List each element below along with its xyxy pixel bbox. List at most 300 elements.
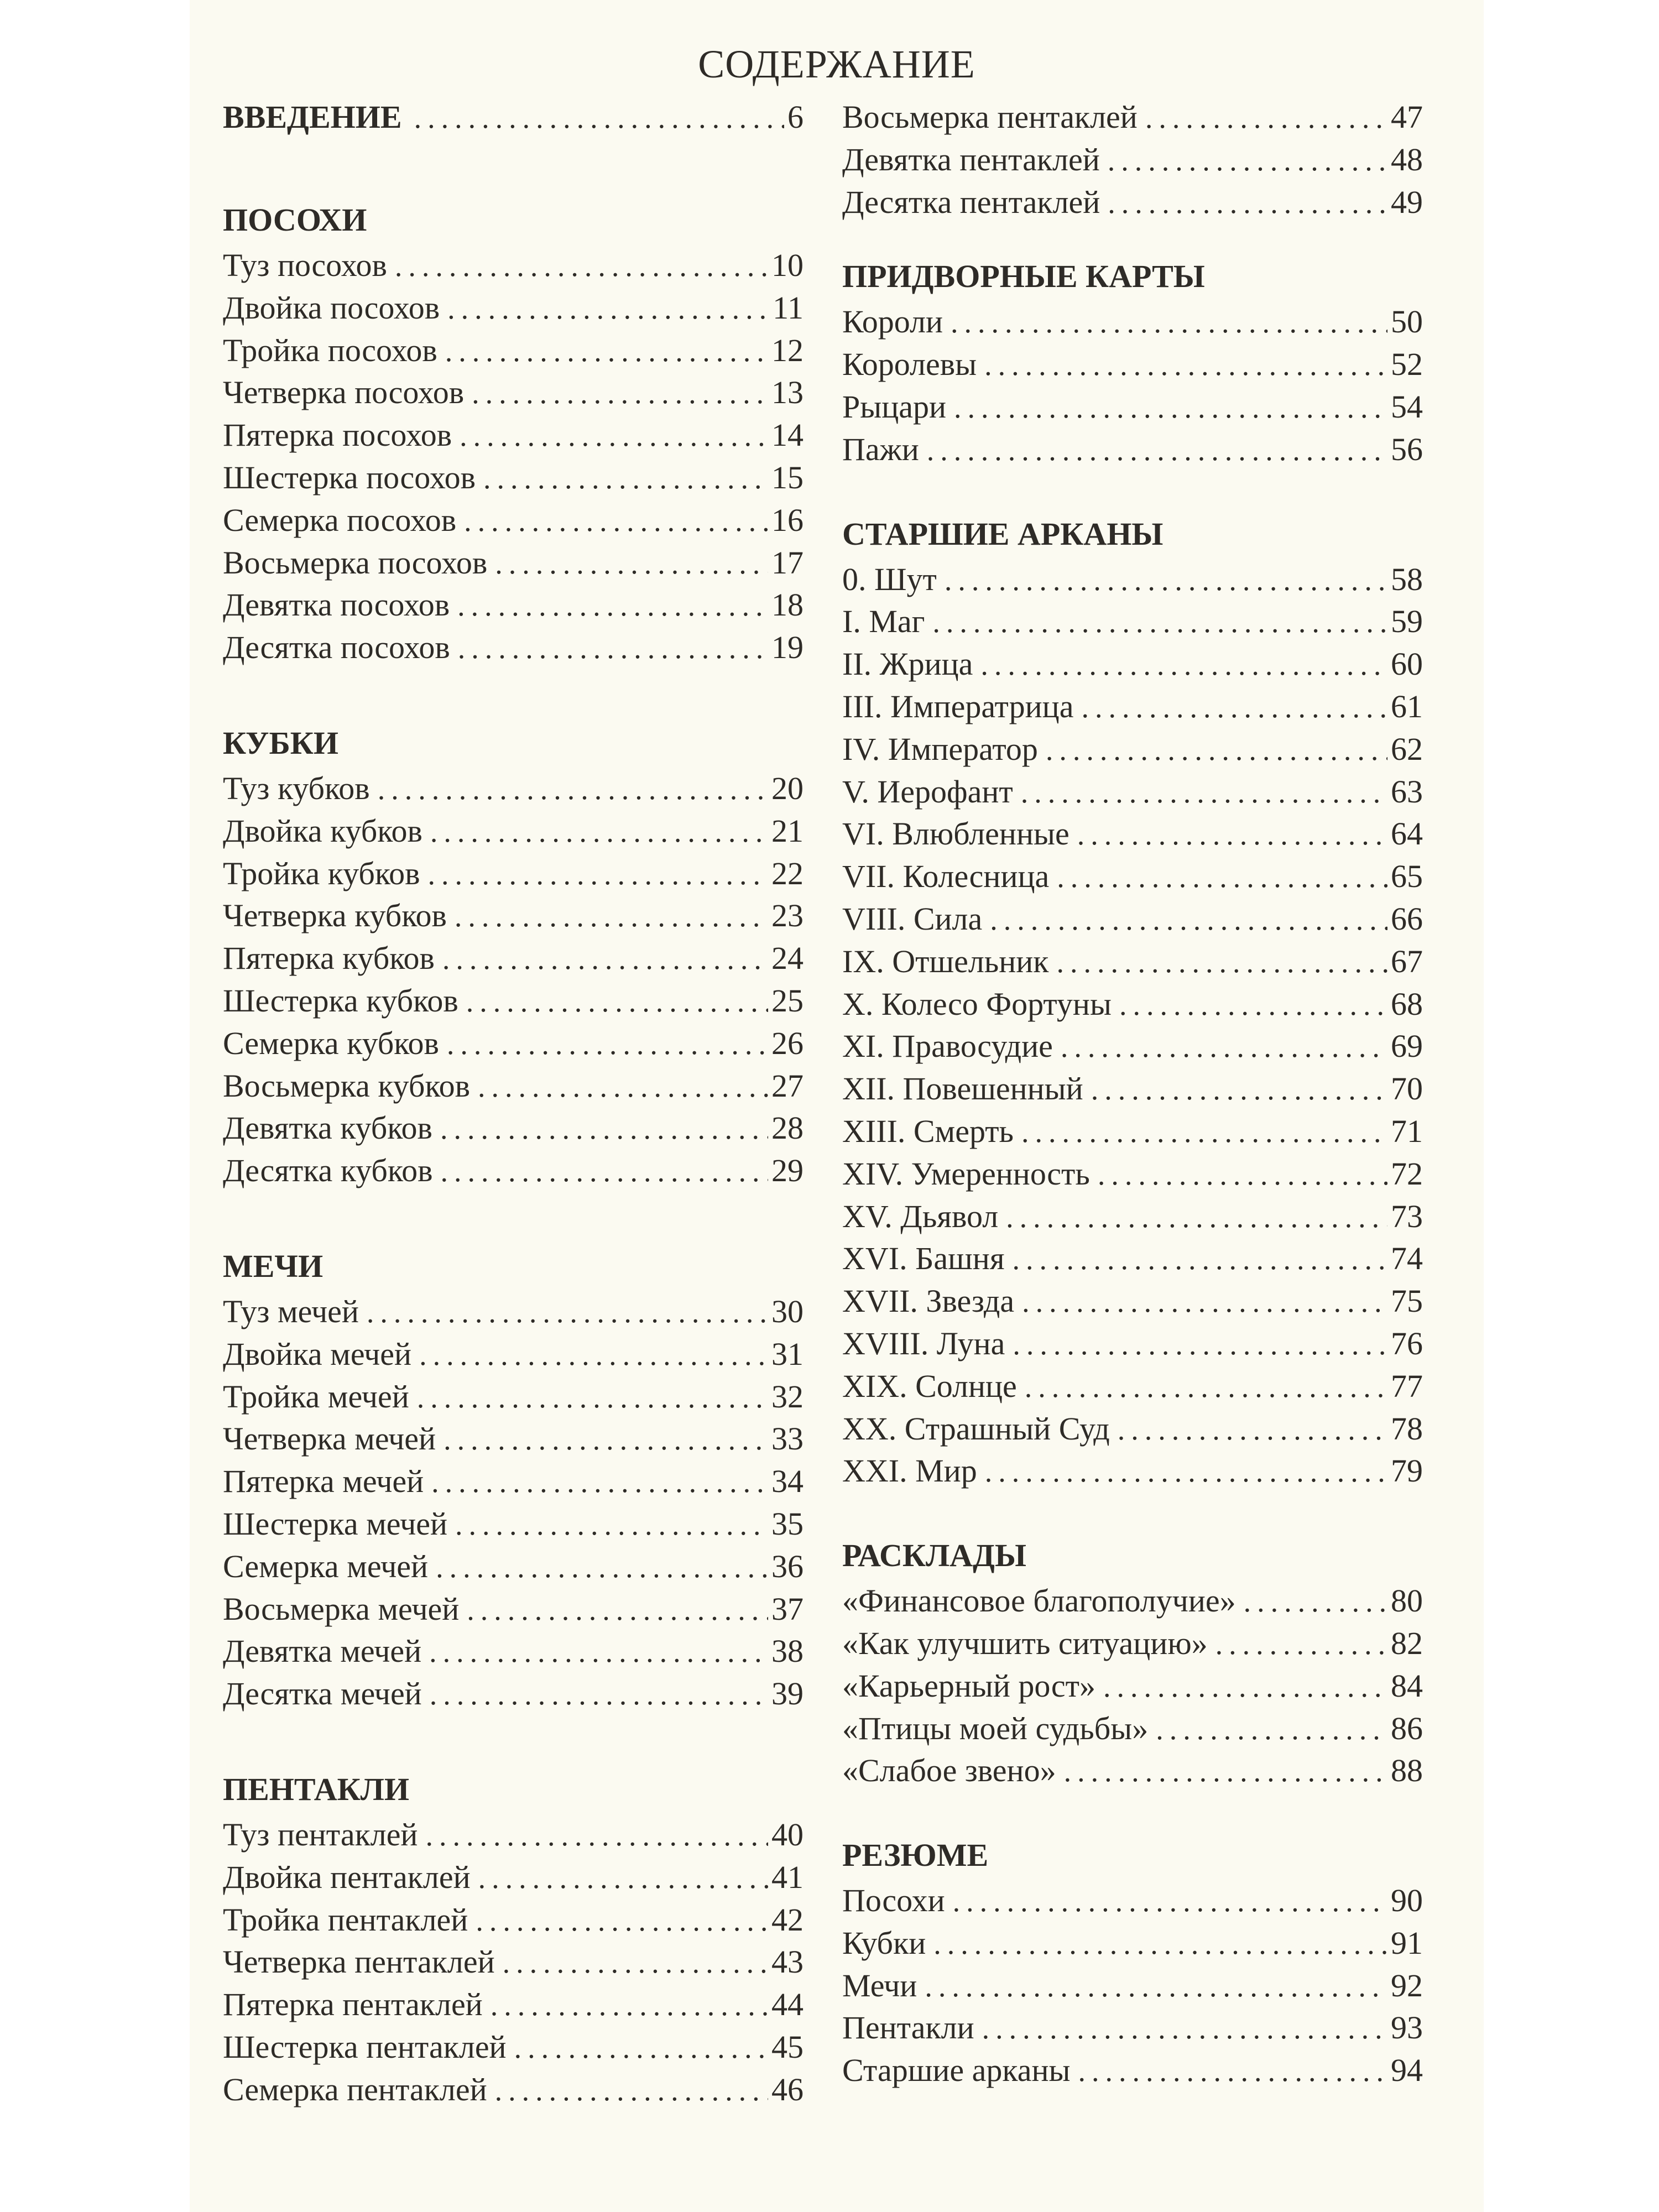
toc-entry-page-number: 20 — [771, 770, 804, 806]
leader-dots — [1021, 1115, 1387, 1149]
toc-entry[interactable] — [223, 1109, 804, 1152]
toc-entry-page-number: 78 — [1391, 1410, 1423, 1447]
toc-entry-page-number: 33 — [771, 1421, 804, 1457]
toc-entry[interactable] — [223, 812, 804, 855]
toc-entry[interactable] — [842, 1325, 1423, 1368]
toc-entry[interactable] — [842, 943, 1423, 985]
leader-dots — [954, 390, 1387, 425]
toc-entry-label: Шестерка пентаклей — [223, 2028, 507, 2065]
leader-dots — [447, 291, 769, 326]
toc-entry[interactable] — [223, 1335, 804, 1378]
toc-entry[interactable] — [223, 1420, 804, 1463]
toc-section-heading: КУБКИ — [223, 724, 338, 761]
toc-entry-page-number: 21 — [771, 812, 804, 849]
toc-section-heading: ПРИДВОРНЫЕ КАРТЫ — [842, 258, 1205, 295]
leader-dots — [495, 546, 768, 581]
leader-dots — [1215, 1627, 1387, 1661]
toc-entry-label: XVI. Башня — [842, 1240, 1005, 1277]
toc-entry-page-number: 74 — [1391, 1240, 1423, 1277]
leader-dots — [457, 588, 768, 623]
toc-entry-label: Королевы — [842, 346, 977, 383]
toc-entry-page-number: 84 — [1391, 1667, 1423, 1704]
leader-dots — [982, 2011, 1387, 2046]
toc-entry[interactable] — [223, 247, 804, 289]
toc-entry[interactable] — [842, 388, 1423, 431]
leader-dots — [430, 1677, 768, 1712]
toc-entry-page-number: 54 — [1391, 388, 1423, 425]
leader-dots — [460, 419, 768, 453]
toc-entry-page-number: 49 — [1391, 184, 1423, 220]
toc-entry[interactable] — [223, 332, 804, 374]
toc-entry-page-number: 82 — [1391, 1625, 1423, 1661]
toc-entry[interactable] — [842, 184, 1423, 226]
toc-entry-page-number: 18 — [771, 587, 804, 623]
toc-section — [223, 717, 804, 1194]
leader-dots — [1081, 690, 1387, 724]
toc-continued-list — [842, 98, 1423, 226]
toc-entry-page-number: 88 — [1391, 1752, 1423, 1789]
toc-entry[interactable] — [223, 289, 804, 332]
toc-entry-label: XVII. Звезда — [842, 1283, 1015, 1319]
toc-entry-page-number: 66 — [1391, 900, 1423, 937]
toc-entry-page-number: 91 — [1391, 1924, 1423, 1961]
leader-dots — [1108, 186, 1387, 220]
toc-entry-label: «Финансовое благополучие» — [842, 1583, 1236, 1619]
toc-entry-page-number: 19 — [771, 629, 804, 666]
toc-entry[interactable] — [842, 1452, 1423, 1495]
leader-dots — [428, 857, 768, 891]
leader-dots — [440, 1112, 768, 1146]
leader-dots — [1091, 1072, 1387, 1107]
toc-entry[interactable] — [842, 900, 1423, 943]
toc-entry[interactable] — [842, 1710, 1423, 1752]
toc-entry[interactable] — [223, 770, 804, 812]
toc-entry-label: Кубки — [842, 1924, 926, 1961]
toc-entry-page-number: 40 — [771, 1816, 804, 1853]
leader-dots — [1046, 733, 1387, 767]
toc-entry-page-number: 24 — [771, 940, 804, 977]
toc-entry[interactable] — [223, 1590, 804, 1633]
toc-entry-label: Четверка пентаклей — [223, 1944, 495, 1980]
toc-intro-label: ВВЕДЕНИЕ — [223, 99, 402, 135]
toc-entry-label: Туз мечей — [223, 1293, 359, 1329]
toc-entry-page-number: 58 — [1391, 561, 1423, 597]
toc-intro-entry[interactable] — [223, 98, 804, 148]
toc-entry[interactable] — [223, 1859, 804, 1901]
toc-entry-label: XV. Дьявол — [842, 1198, 999, 1234]
leader-dots — [444, 1422, 768, 1457]
toc-entry-label: «Птицы моей судьбы» — [842, 1710, 1149, 1746]
toc-entry-label: XI. Правосудие — [842, 1028, 1053, 1065]
leader-dots — [367, 1295, 768, 1329]
toc-entry-label: XXI. Мир — [842, 1453, 977, 1489]
leader-dots — [417, 1380, 768, 1415]
toc-entry[interactable] — [842, 603, 1423, 645]
leader-dots — [1103, 1670, 1387, 1704]
leader-dots — [1244, 1584, 1387, 1619]
toc-entry[interactable] — [842, 1198, 1423, 1240]
toc-section-heading: РЕЗЮМЕ — [842, 1837, 989, 1874]
toc-section — [223, 1240, 804, 1718]
toc-entry-page-number: 11 — [773, 289, 804, 326]
toc-entry-page-number: 37 — [771, 1590, 804, 1627]
toc-entry[interactable] — [842, 1752, 1423, 1794]
toc-entry-page-number: 46 — [771, 2071, 804, 2107]
leader-dots — [1013, 1327, 1387, 1361]
toc-entry-page-number: 63 — [1391, 773, 1423, 810]
toc-entry-label: Пятерка пентаклей — [223, 1986, 483, 2023]
toc-entry[interactable] — [842, 815, 1423, 858]
toc-entry[interactable] — [842, 858, 1423, 900]
toc-entry-page-number: 72 — [1391, 1155, 1423, 1192]
toc-entry-label: Посохи — [842, 1882, 945, 1919]
leader-dots — [953, 1884, 1387, 1918]
toc-entry-label: V. Иерофант — [842, 773, 1013, 810]
toc-entry-page-number: 77 — [1391, 1368, 1423, 1404]
leader-dots — [464, 504, 768, 538]
toc-entry[interactable] — [842, 303, 1423, 346]
toc-entry-page-number: 80 — [1391, 1583, 1423, 1619]
toc-entry[interactable] — [223, 1901, 804, 1944]
toc-entry-label: Семерка посохов — [223, 502, 457, 538]
toc-entry-label: Пятерка мечей — [223, 1463, 424, 1500]
toc-entry-label: Восьмерка мечей — [223, 1590, 460, 1627]
toc-entry-label: Пентакли — [842, 2010, 974, 2046]
toc-entry[interactable] — [223, 1986, 804, 2028]
leader-dots — [378, 772, 768, 806]
leader-dots — [1145, 101, 1387, 135]
toc-entry-page-number: 76 — [1391, 1325, 1423, 1361]
toc-entry[interactable] — [223, 1943, 804, 1986]
toc-entry[interactable] — [842, 1027, 1423, 1070]
toc-entry-page-number: 94 — [1391, 2052, 1423, 2089]
leader-dots — [1119, 988, 1387, 1022]
toc-entry[interactable] — [223, 1675, 804, 1718]
toc-entry-page-number: 60 — [1391, 646, 1423, 682]
toc-entry-page-number: 69 — [1391, 1028, 1423, 1065]
toc-entry-label: VI. Влюбленные — [842, 816, 1070, 852]
toc-entry-page-number: 10 — [771, 247, 804, 283]
toc-entry-label: Рыцари — [842, 388, 947, 425]
toc-entry-page-number: 92 — [1391, 1967, 1423, 2004]
toc-entry[interactable] — [842, 731, 1423, 773]
toc-entry-page-number: 32 — [771, 1378, 804, 1415]
toc-entry-page-number: 13 — [771, 374, 804, 411]
toc-entry-page-number: 17 — [771, 544, 804, 581]
leader-dots — [491, 1988, 768, 2022]
toc-entry-label: III. Императрица — [842, 688, 1074, 724]
toc-entry[interactable] — [842, 1882, 1423, 1924]
toc-entry[interactable] — [223, 1025, 804, 1067]
toc-entry-label: Тройка кубков — [223, 855, 420, 891]
toc-entry[interactable] — [223, 629, 804, 671]
toc-entry[interactable] — [842, 773, 1423, 816]
toc-entry-page-number: 27 — [771, 1067, 804, 1104]
toc-entry[interactable] — [842, 985, 1423, 1028]
toc-entry-page-number: 43 — [771, 1944, 804, 1980]
toc-entry-page-number: 86 — [1391, 1710, 1423, 1746]
toc-entry-label: Девятка кубков — [223, 1110, 432, 1146]
toc-entry-label: Тройка мечей — [223, 1378, 409, 1415]
toc-entry-label: VIII. Сила — [842, 900, 983, 937]
toc-entry-label: Семерка пентаклей — [223, 2071, 487, 2107]
toc-entry-label: Десятка пентаклей — [842, 184, 1100, 220]
toc-section — [842, 508, 1423, 1495]
book-page — [190, 0, 1484, 2212]
toc-section-heading: СТАРШИЕ АРКАНЫ — [842, 515, 1164, 552]
leader-dots — [503, 1945, 768, 1980]
toc-entry-label: Девятка мечей — [223, 1633, 422, 1670]
toc-entry-label: 0. Шут — [842, 561, 937, 597]
toc-entry-page-number: 52 — [1391, 346, 1423, 383]
toc-entry-label: «Слабое звено» — [842, 1752, 1056, 1789]
toc-entry-page-number: 14 — [771, 417, 804, 453]
toc-entry-label: Двойка посохов — [223, 289, 440, 326]
toc-entry[interactable] — [842, 346, 1423, 388]
toc-entry-page-number: 12 — [771, 332, 804, 368]
toc-entry[interactable] — [842, 1967, 1423, 2010]
leader-dots — [455, 1507, 768, 1542]
toc-entry-page-number: 39 — [771, 1676, 804, 1712]
leader-dots — [1057, 860, 1387, 894]
leader-dots — [441, 1154, 769, 1188]
toc-section-heading: ПЕНТАКЛИ — [223, 1771, 409, 1807]
toc-entry-label: VII. Колесница — [842, 858, 1050, 895]
toc-entry-page-number: 15 — [771, 459, 804, 495]
toc-entry-page-number: 79 — [1391, 1453, 1423, 1489]
toc-entry[interactable] — [842, 561, 1423, 603]
toc-entry[interactable] — [842, 141, 1423, 184]
toc-entry[interactable] — [223, 1463, 804, 1505]
toc-entry[interactable] — [223, 2071, 804, 2114]
leader-dots — [429, 1635, 768, 1669]
leader-dots — [1057, 945, 1388, 979]
toc-entry[interactable] — [223, 416, 804, 459]
leader-dots — [478, 1861, 768, 1895]
leader-dots — [980, 648, 1387, 682]
page-title: СОДЕРЖАНИЕ — [698, 42, 975, 86]
toc-entry[interactable] — [842, 1155, 1423, 1198]
toc-entry-page-number: 73 — [1391, 1198, 1423, 1234]
leader-dots — [1156, 1712, 1387, 1746]
toc-entry[interactable] — [223, 544, 804, 587]
toc-entry[interactable] — [223, 1505, 804, 1548]
leader-dots — [478, 1070, 768, 1104]
toc-entry-page-number: 56 — [1391, 431, 1423, 467]
leader-dots — [1022, 1285, 1387, 1319]
toc-entry-page-number: 67 — [1391, 943, 1423, 979]
toc-entry-page-number: 47 — [1391, 99, 1423, 135]
toc-entry-page-number: 45 — [771, 2028, 804, 2065]
toc-entry-page-number: 59 — [1391, 603, 1423, 640]
toc-entry[interactable] — [223, 897, 804, 940]
toc-entry-label: Двойка кубков — [223, 812, 422, 849]
toc-section — [842, 1529, 1423, 1794]
toc-entry-label: Шестерка мечей — [223, 1505, 448, 1542]
leader-dots — [495, 2073, 768, 2107]
toc-entry-page-number: 35 — [771, 1505, 804, 1542]
toc-entry-page-number: 26 — [771, 1025, 804, 1061]
toc-entry-label: Четверка кубков — [223, 898, 447, 934]
toc-section-heading: ПОСОХИ — [223, 202, 367, 238]
toc-entry-label: Семерка мечей — [223, 1548, 429, 1584]
toc-entry-page-number: 31 — [771, 1335, 804, 1372]
toc-entry-page-number: 48 — [1391, 141, 1423, 178]
leader-dots — [430, 815, 768, 849]
toc-entry[interactable] — [842, 1667, 1423, 1710]
toc-entry[interactable] — [842, 1070, 1423, 1113]
leader-dots — [466, 984, 768, 1019]
toc-entry-page-number: 16 — [771, 502, 804, 538]
leader-dots — [1006, 1200, 1387, 1234]
toc-entry-page-number: 93 — [1391, 2010, 1423, 2046]
toc-entry-page-number: 65 — [1391, 858, 1423, 895]
toc-entry-page-number: 71 — [1391, 1113, 1423, 1149]
leader-dots — [951, 305, 1387, 340]
toc-entry-label: I. Маг — [842, 603, 925, 640]
toc-entry[interactable] — [223, 1293, 804, 1335]
leader-dots — [933, 1927, 1387, 1961]
leader-dots — [932, 605, 1387, 639]
toc-entry[interactable] — [223, 502, 804, 544]
toc-entry[interactable] — [223, 374, 804, 416]
toc-entry[interactable] — [223, 459, 804, 502]
leader-dots — [1021, 775, 1387, 810]
toc-entry[interactable] — [223, 1816, 804, 1859]
leader-dots — [927, 433, 1387, 467]
toc-section — [223, 1763, 804, 2114]
toc-entry-label: Десятка посохов — [223, 629, 450, 666]
toc-entry-label: Девятка пентаклей — [842, 141, 1100, 178]
toc-entry-label: Мечи — [842, 1967, 917, 2004]
toc-entry-label: Двойка пентаклей — [223, 1859, 471, 1895]
toc-entry-label: Десятка мечей — [223, 1676, 422, 1712]
toc-entry-page-number: 28 — [771, 1110, 804, 1146]
leader-dots — [395, 249, 768, 283]
toc-entry-page-number: 30 — [771, 1293, 804, 1329]
leader-dots — [1078, 2054, 1387, 2088]
toc-entry-page-number: 75 — [1391, 1283, 1423, 1319]
leader-dots — [1025, 1370, 1387, 1404]
toc-entry-page-number: 41 — [771, 1859, 804, 1895]
toc-entry[interactable] — [223, 1632, 804, 1675]
leader-dots — [458, 631, 768, 665]
toc-entry-label: Пажи — [842, 431, 919, 467]
toc-entry-page-number: 70 — [1391, 1071, 1423, 1107]
toc-right-column — [842, 98, 1423, 2094]
toc-entry[interactable] — [842, 1410, 1423, 1453]
toc-entry-page-number: 42 — [771, 1901, 804, 1938]
toc-entry-label: Десятка кубков — [223, 1152, 433, 1189]
toc-entry-label: Короли — [842, 304, 943, 340]
toc-entry-page-number: 22 — [771, 855, 804, 891]
toc-section-heading: РАСКЛАДЫ — [842, 1537, 1026, 1574]
toc-entry-label: Восьмерка кубков — [223, 1067, 471, 1104]
toc-entry[interactable] — [842, 431, 1423, 473]
leader-dots — [445, 334, 768, 368]
toc-entry[interactable] — [842, 2009, 1423, 2052]
toc-entry[interactable] — [223, 2028, 804, 2071]
toc-entry-page-number: 36 — [771, 1548, 804, 1584]
toc-entry-label: Двойка мечей — [223, 1335, 412, 1372]
toc-entry-label: Семерка кубков — [223, 1025, 439, 1061]
toc-entry-label: Шестерка кубков — [223, 982, 458, 1019]
toc-entry-page-number: 29 — [771, 1152, 804, 1189]
toc-entry-label: «Как улучшить ситуацию» — [842, 1625, 1208, 1661]
toc-entry[interactable] — [842, 1368, 1423, 1410]
toc-entry[interactable] — [223, 586, 804, 629]
toc-entry[interactable] — [842, 2052, 1423, 2094]
toc-entry[interactable] — [842, 1924, 1423, 1967]
toc-entry[interactable] — [223, 855, 804, 898]
toc-entry[interactable] — [223, 1152, 804, 1194]
leader-dots — [1061, 1030, 1387, 1064]
toc-entry[interactable] — [842, 645, 1423, 688]
toc-entry[interactable] — [842, 1582, 1423, 1625]
toc-entry-label: X. Колесо Фортуны — [842, 985, 1112, 1022]
toc-entry-page-number: 62 — [1391, 731, 1423, 767]
leader-dots — [467, 1593, 768, 1627]
toc-entry[interactable] — [223, 1548, 804, 1590]
toc-entry[interactable] — [842, 688, 1423, 731]
leader-dots — [431, 1465, 768, 1499]
toc-entry-page-number: 34 — [771, 1463, 804, 1500]
toc-entry-page-number: 50 — [1391, 304, 1423, 340]
toc-entry-page-number: 61 — [1391, 688, 1423, 724]
toc-entry-label: IV. Император — [842, 731, 1038, 767]
toc-entry-page-number: 38 — [771, 1633, 804, 1670]
leader-dots — [414, 101, 784, 135]
leader-dots — [990, 902, 1387, 937]
toc-entry[interactable] — [223, 1067, 804, 1110]
leader-dots — [483, 461, 768, 495]
toc-left-sections — [223, 194, 804, 2113]
leader-dots — [1118, 1412, 1387, 1447]
toc-entry-label: XII. Повешенный — [842, 1071, 1083, 1107]
toc-entry-label: Девятка посохов — [223, 587, 450, 623]
toc-entry-page-number: 25 — [771, 982, 804, 1019]
toc-left-column — [223, 98, 804, 2113]
leader-dots — [945, 563, 1387, 597]
toc-intro-page: 6 — [787, 99, 804, 135]
toc-entry[interactable] — [842, 1240, 1423, 1282]
toc-entry-page-number: 68 — [1391, 985, 1423, 1022]
toc-entry-label: Четверка мечей — [223, 1421, 436, 1457]
toc-entry[interactable] — [223, 1378, 804, 1421]
toc-entry[interactable] — [842, 1625, 1423, 1667]
toc-entry-label: XIII. Смерть — [842, 1113, 1014, 1149]
toc-entry-label: Восьмерка пентаклей — [842, 99, 1138, 135]
leader-dots — [925, 1969, 1387, 2004]
toc-entry-label: Восьмерка посохов — [223, 544, 488, 581]
toc-entry[interactable] — [842, 1113, 1423, 1155]
toc-section — [842, 1829, 1423, 2094]
toc-entry[interactable] — [842, 1282, 1423, 1325]
toc-entry-label: Четверка посохов — [223, 374, 465, 411]
toc-entry-label: II. Жрица — [842, 646, 973, 682]
toc-entry-label: XX. Страшный Суд — [842, 1410, 1110, 1447]
toc-entry[interactable] — [223, 982, 804, 1025]
toc-entry[interactable] — [842, 98, 1423, 141]
toc-entry-label: Пятерка посохов — [223, 417, 452, 453]
leader-dots — [1077, 817, 1387, 852]
toc-entry-label: Тройка посохов — [223, 332, 437, 368]
toc-entry-label: Туз посохов — [223, 247, 387, 283]
leader-dots — [455, 899, 768, 933]
leader-dots — [425, 1818, 768, 1853]
toc-entry-page-number: 23 — [771, 898, 804, 934]
toc-entry[interactable] — [223, 940, 804, 982]
